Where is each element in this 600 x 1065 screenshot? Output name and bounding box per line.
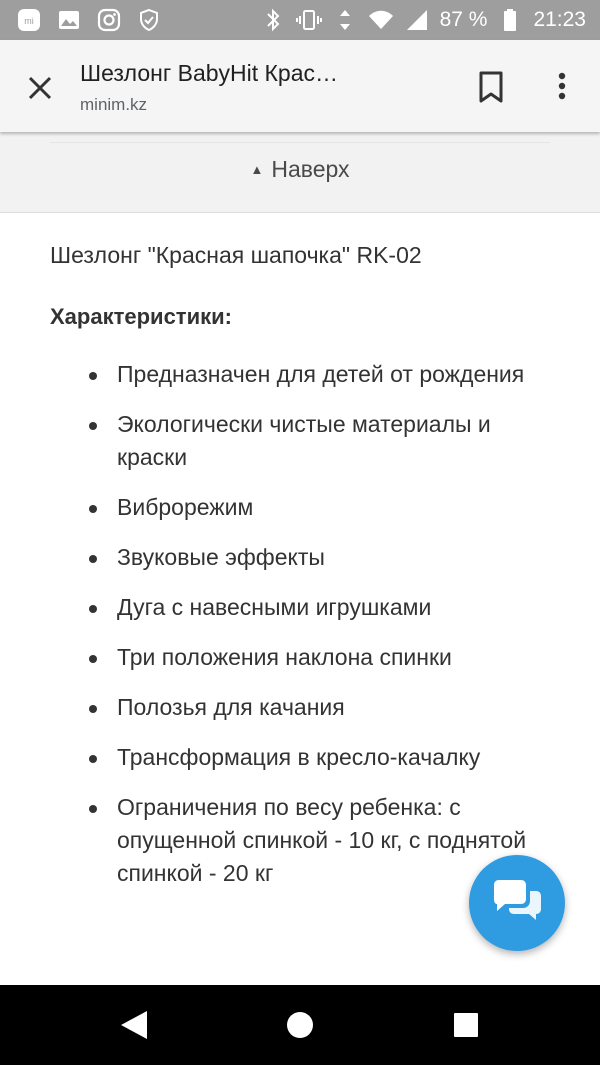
chat-button[interactable] bbox=[469, 855, 565, 951]
navigation-bar bbox=[0, 985, 600, 1065]
data-arrows-icon bbox=[332, 7, 358, 33]
back-to-top-label: Наверх bbox=[271, 156, 350, 182]
product-title: Шезлонг "Красная шапочка" RK-02 bbox=[50, 242, 422, 268]
more-options-icon[interactable] bbox=[550, 68, 574, 104]
gallery-icon bbox=[56, 7, 82, 33]
back-to-top-link[interactable] bbox=[0, 156, 600, 183]
list-item: Полозья для качания bbox=[117, 691, 560, 724]
characteristics-heading: Характеристики: bbox=[50, 304, 232, 329]
svg-text:mi: mi bbox=[24, 16, 34, 26]
divider bbox=[50, 142, 550, 143]
mi-icon bbox=[16, 7, 42, 33]
home-icon[interactable] bbox=[282, 1007, 318, 1043]
list-item: Дуга с навесными игрушками bbox=[117, 591, 560, 624]
page-url: minim.kz bbox=[80, 95, 148, 114]
wifi-icon bbox=[368, 7, 394, 33]
list-item: Виброрежим bbox=[117, 491, 560, 524]
list-item: Ограничения по весу ребенка: с опущенной спинкой - 10 кг, с поднятой спинкой - 20 кг bbox=[117, 791, 560, 890]
battery-percent: 87 % bbox=[439, 8, 488, 31]
shield-check-icon bbox=[136, 7, 162, 33]
close-icon[interactable] bbox=[22, 70, 58, 106]
status-bar bbox=[0, 0, 600, 40]
bluetooth-icon bbox=[260, 7, 286, 33]
product-description bbox=[50, 238, 560, 907]
signal-icon bbox=[404, 7, 430, 33]
bookmark-icon[interactable] bbox=[476, 70, 506, 104]
list-item: Звуковые эффекты bbox=[117, 541, 560, 574]
list-item: Экологически чистые материалы и краски bbox=[117, 408, 560, 474]
features-list bbox=[50, 358, 560, 890]
list-item: Предназначен для детей от рождения bbox=[117, 358, 560, 391]
chat-bubbles-icon bbox=[490, 879, 544, 928]
page-title: Шезлонг BabyHit Крас… bbox=[80, 60, 339, 86]
back-icon[interactable] bbox=[116, 1007, 152, 1043]
custom-tab-toolbar bbox=[0, 40, 600, 132]
back-to-top-panel bbox=[0, 132, 600, 213]
battery-icon bbox=[497, 7, 523, 33]
recents-icon[interactable] bbox=[448, 1007, 484, 1043]
list-item: Три положения наклона спинки bbox=[117, 641, 560, 674]
triangle-up-icon: ▲ bbox=[250, 162, 264, 177]
instagram-icon bbox=[96, 7, 122, 33]
clock: 21:23 bbox=[533, 8, 586, 31]
vibrate-icon bbox=[296, 7, 322, 33]
list-item: Трансформация в кресло-качалку bbox=[117, 741, 560, 774]
